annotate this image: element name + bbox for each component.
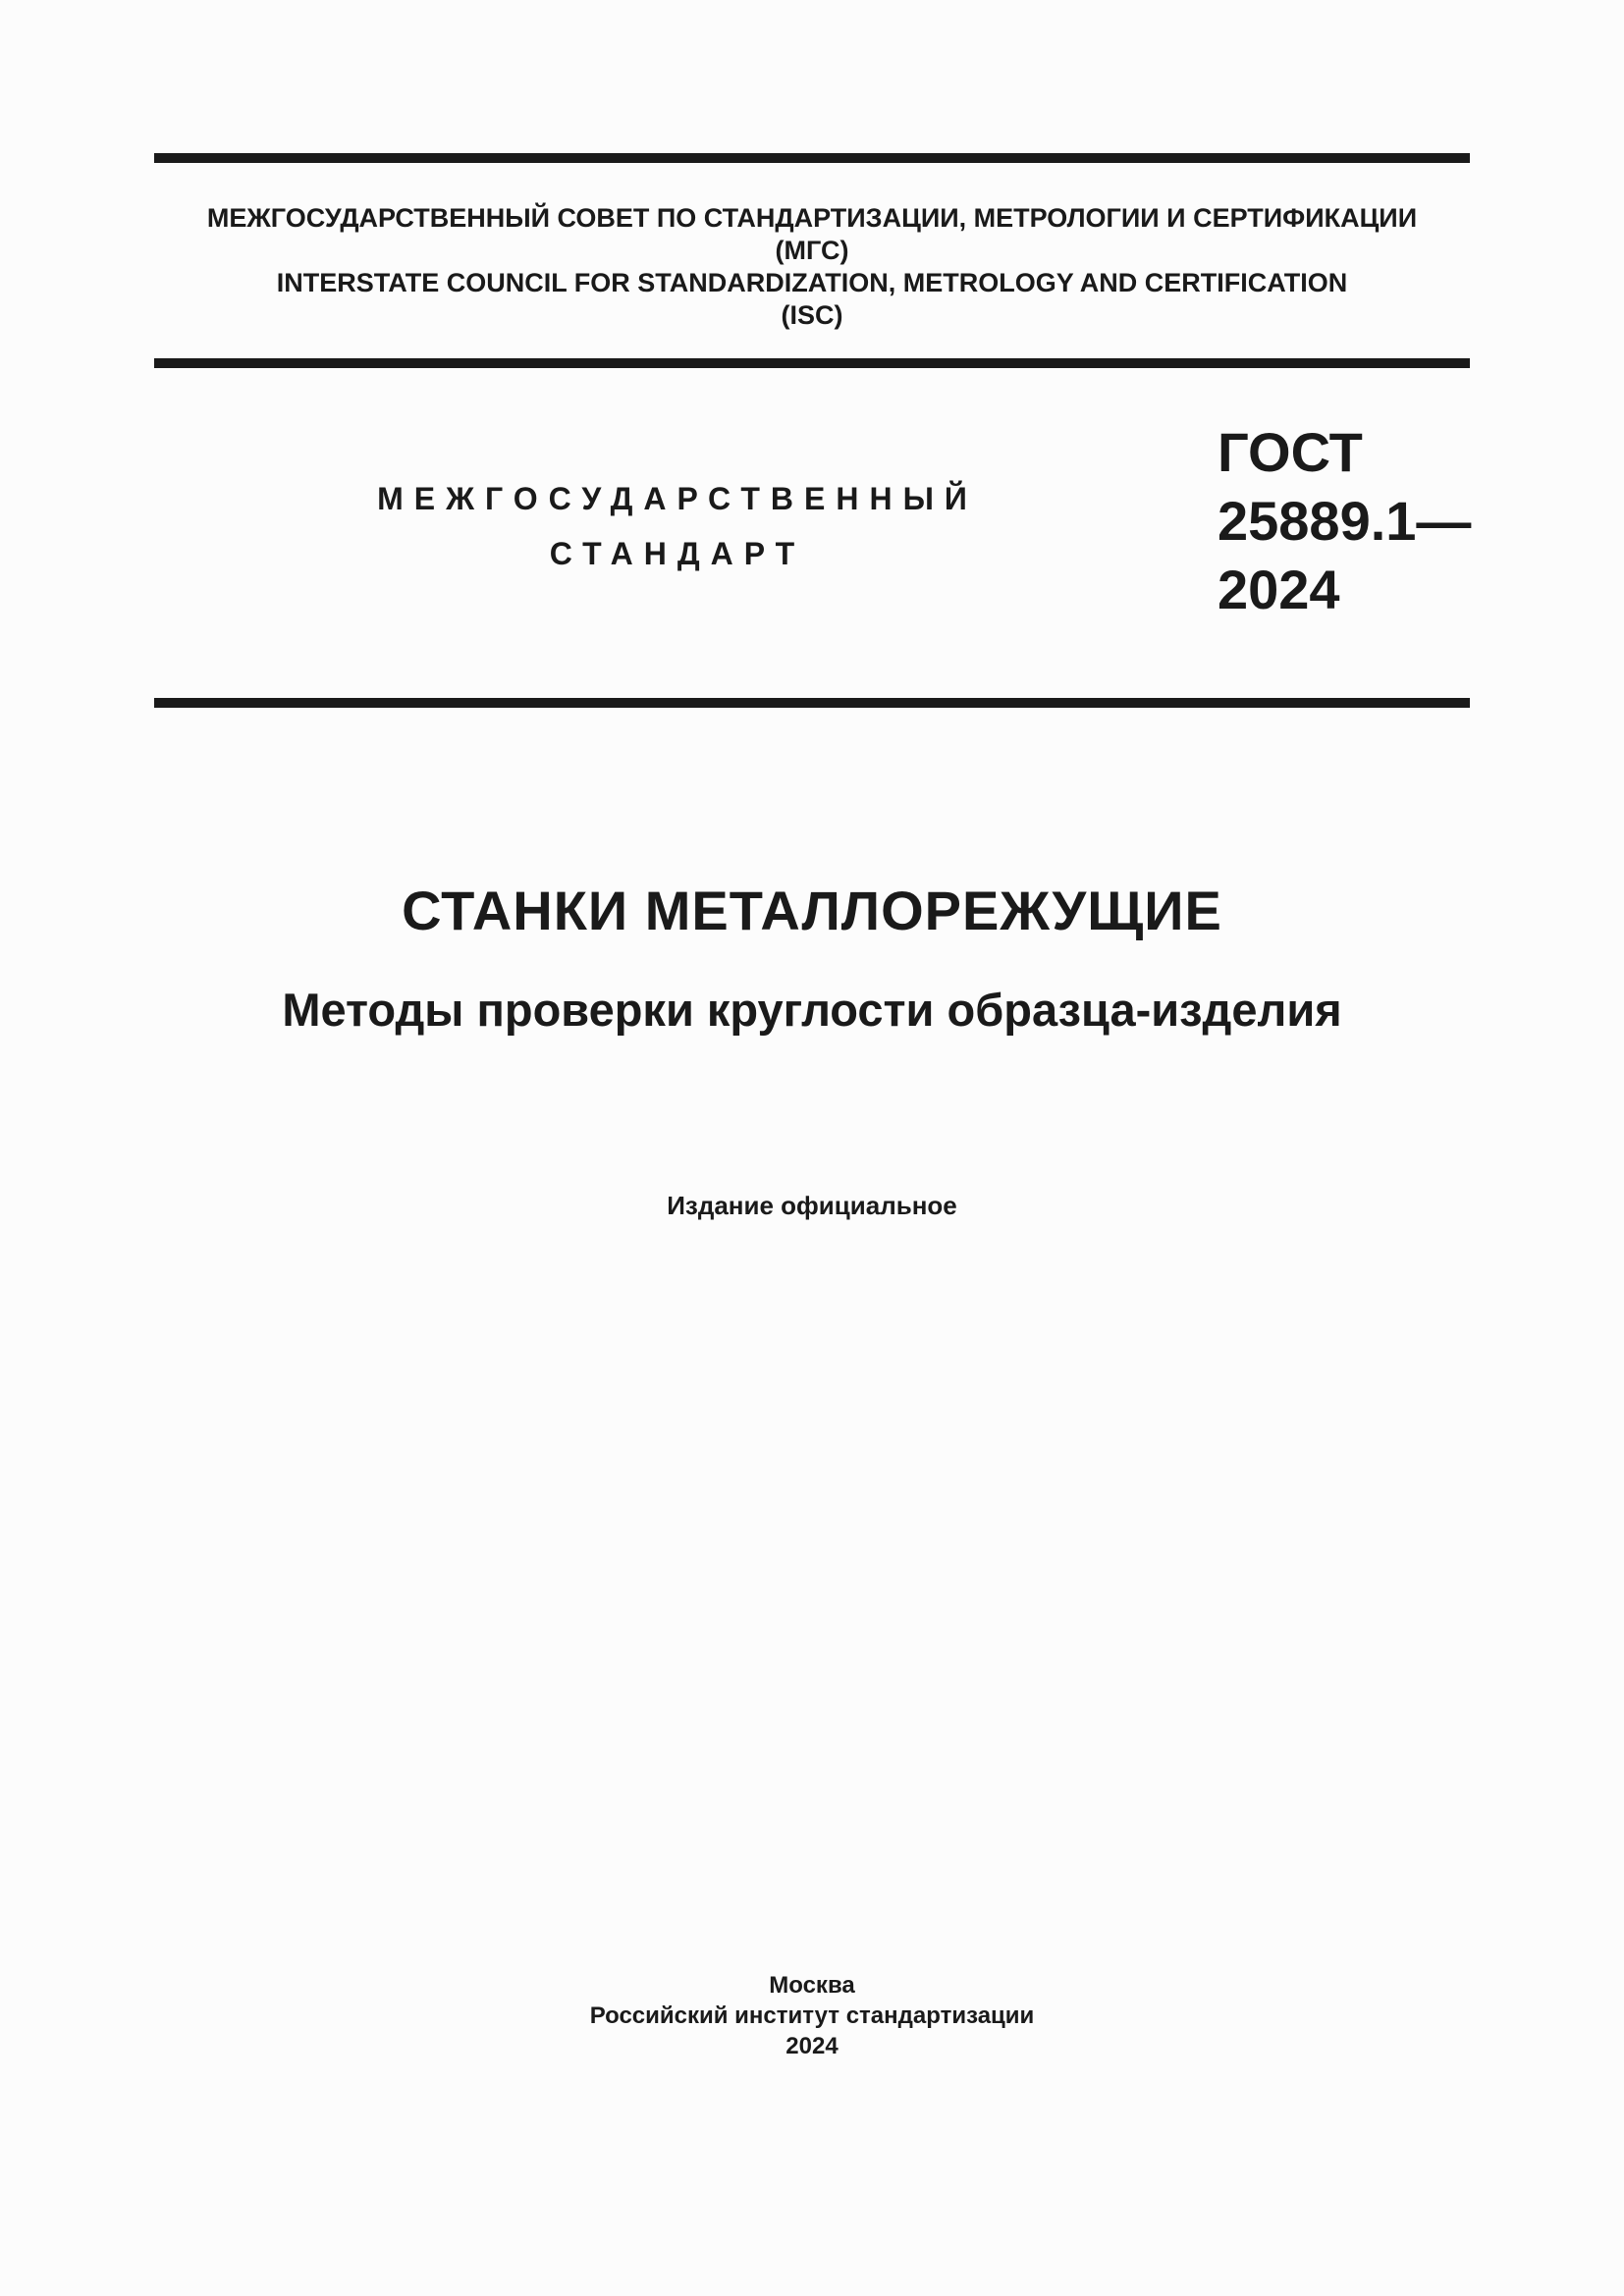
standard-number [1218, 418, 1471, 624]
standard-number-line-2: 25889.1— [1218, 490, 1472, 552]
council-header [154, 202, 1470, 332]
imprint-city: Москва [769, 1972, 855, 1999]
council-abbr-en: (ISC) [781, 300, 843, 330]
top-rule [154, 153, 1470, 163]
imprint-publisher: Российский институт стандартизации [589, 2002, 1035, 2029]
standard-kind-line-2: СТАНДАРТ [549, 536, 806, 571]
standard-kind [324, 471, 1031, 581]
header-bottom-rule [154, 358, 1470, 368]
standard-number-line-3: 2024 [1218, 559, 1340, 620]
edition-label: Издание официальное [667, 1191, 957, 1220]
document-subtitle: Методы проверки круглости образца-изделия [282, 984, 1342, 1036]
imprint-year: 2024 [785, 2033, 839, 2059]
standard-number-line-1: ГОСТ [1218, 421, 1363, 483]
council-name-en: INTERSTATE COUNCIL FOR STANDARDIZATION, METROLOGY AND CERTIFICATION [276, 268, 1348, 297]
designation-bottom-rule [154, 698, 1470, 708]
standard-kind-line-1: МЕЖГОСУДАРСТВЕННЫЙ [377, 481, 978, 516]
imprint [154, 1970, 1470, 2061]
council-name-ru: МЕЖГОСУДАРСТВЕННЫЙ СОВЕТ ПО СТАНДАРТИЗАЦИИ, МЕТРОЛОГИИ И СЕРТИФИКАЦИИ [206, 203, 1418, 233]
document-title: СТАНКИ МЕТАЛЛОРЕЖУЩИЕ [402, 880, 1222, 941]
council-abbr-ru: (МГС) [775, 236, 849, 265]
